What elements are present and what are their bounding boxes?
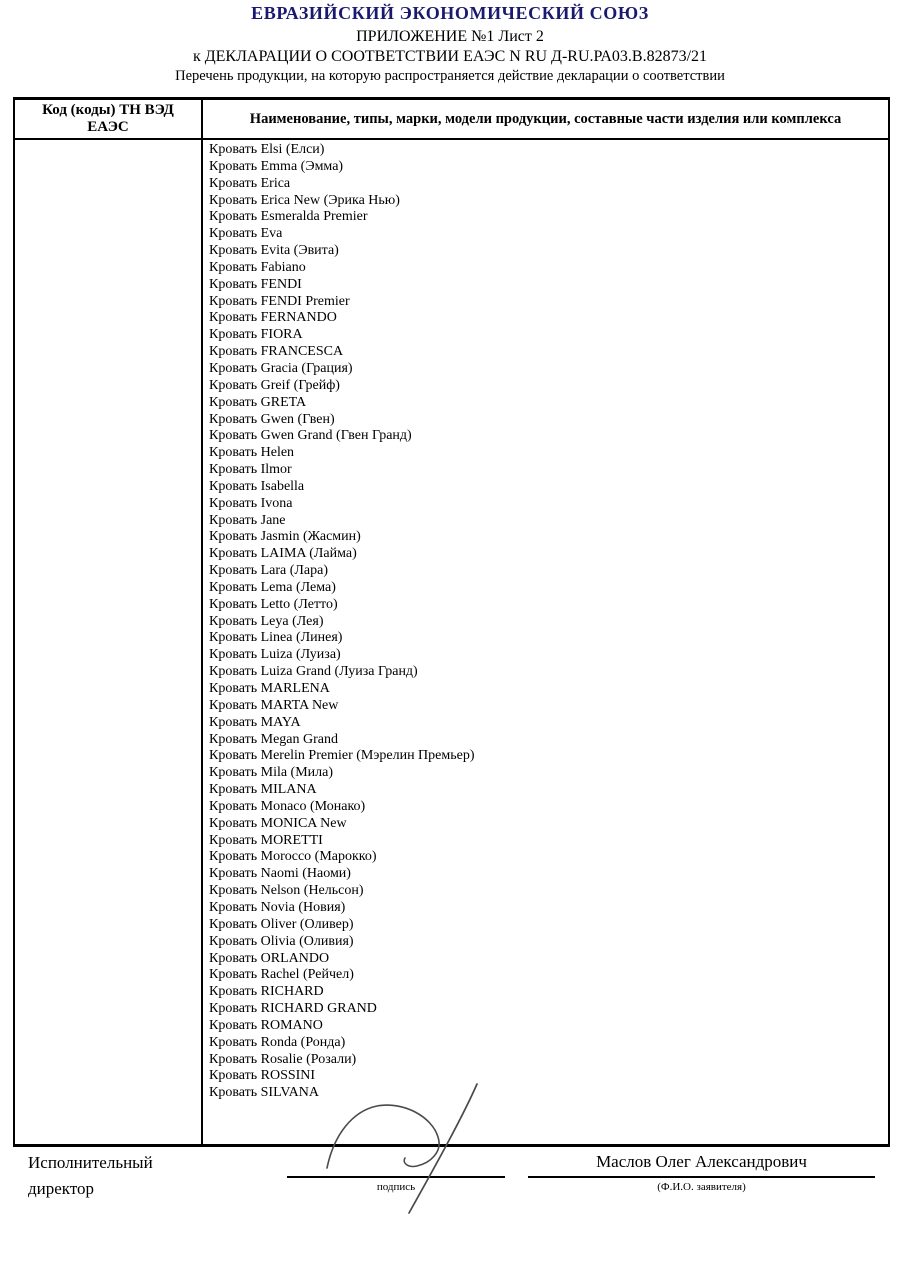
product-line: Кровать MARLENA <box>209 681 330 696</box>
appendix-subtitle: ПРИЛОЖЕНИЕ №1 Лист 2 <box>356 28 544 45</box>
signer-position-line2: директор <box>28 1179 95 1198</box>
product-line: Кровать FIORA <box>209 327 303 343</box>
product-line: Кровать Leya (Лея) <box>209 613 324 629</box>
applicant-name-caption: (Ф.И.О. заявителя) <box>657 1181 746 1193</box>
product-line: Кровать Linea (Линея) <box>209 630 343 646</box>
product-line: Кровать Jasmin (Жасмин) <box>209 529 361 545</box>
product-line: Кровать Gracia (Грация) <box>209 360 353 376</box>
product-line: Кровать Luiza Grand (Луиза Гранд) <box>209 664 418 680</box>
product-line: Кровать Greif (Грейф) <box>209 377 340 393</box>
signer-position-line1: Исполнительный <box>28 1153 153 1172</box>
product-line: Кровать MONICA New <box>209 815 347 831</box>
page-title: ЕВРАЗИЙСКИЙ ЭКОНОМИЧЕСКИЙ СОЮЗ <box>251 3 649 23</box>
product-line: Кровать Nelson (Нельсон) <box>209 883 364 899</box>
product-line: Кровать Luiza (Луиза) <box>209 647 341 663</box>
product-line: Кровать Erica <box>209 175 291 191</box>
product-line: Кровать RICHARD <box>209 984 324 1000</box>
product-line: Кровать Monaco (Монако) <box>209 798 366 814</box>
product-line: Кровать Ivona <box>209 495 293 511</box>
signer-position <box>28 1150 153 1202</box>
product-line: Кровать Oliver (Оливер) <box>209 916 354 932</box>
product-list-subtitle: Перечень продукции, на которую распространяется действие декларации о соответствии <box>175 68 725 84</box>
column-header-tnved-code <box>15 100 203 138</box>
tnved-code-cell <box>15 140 203 1144</box>
product-line: Кровать Lema (Лема) <box>209 579 336 595</box>
product-line: Кровать ROMANO <box>209 1017 323 1033</box>
product-line: Кровать MILANA <box>209 782 317 798</box>
product-line: Кровать Evita (Эвита) <box>209 243 339 259</box>
product-line: Кровать MORETTI <box>209 832 323 848</box>
product-line: Кровать GRETA <box>209 394 307 410</box>
product-list <box>203 140 888 1144</box>
product-line: Кровать Elsi (Елси) <box>209 142 325 157</box>
product-line: Кровать Letto (Летто) <box>209 596 338 612</box>
product-line: Кровать Esmeralda Premier <box>209 209 368 225</box>
product-line: Кровать ORLANDO <box>209 950 330 966</box>
product-line: Кровать Gwen Grand (Гвен Гранд) <box>209 428 412 444</box>
product-line: Кровать Fabiano <box>209 259 306 275</box>
product-line: Кровать Gwen (Гвен) <box>209 411 335 427</box>
product-line: Кровать MARTA New <box>209 697 339 713</box>
applicant-name-underline <box>528 1176 875 1178</box>
product-line: Кровать MAYA <box>209 714 301 730</box>
signature-underline <box>287 1176 505 1178</box>
product-line: Кровать ROSSINI <box>209 1068 316 1084</box>
product-line: Кровать Merelin Premier (Мэрелин Премьер) <box>209 748 475 764</box>
applicant-name: Маслов Олег Александрович <box>596 1152 807 1171</box>
declaration-number-subtitle: к ДЕКЛАРАЦИИ О СООТВЕТСТВИИ ЕАЭС N RU Д-RU.РА03.В.82873/21 <box>192 48 708 65</box>
product-line: Кровать Erica New (Эрика Нью) <box>209 192 400 208</box>
product-line: Кровать Ronda (Ронда) <box>209 1034 346 1050</box>
product-line: Кровать Olivia (Оливия) <box>209 933 354 949</box>
products-table <box>13 97 890 1147</box>
product-line: Кровать Eva <box>209 226 283 242</box>
table-header-row <box>15 100 888 140</box>
product-line: Кровать FRANCESCA <box>209 344 344 360</box>
product-line: Кровать LAIMA (Лайма) <box>209 546 357 562</box>
product-line: Кровать FENDI <box>209 276 302 292</box>
product-line: Кровать Ilmor <box>209 462 292 478</box>
product-line: Кровать FENDI Premier <box>209 293 350 309</box>
product-line: Кровать Rosalie (Розали) <box>209 1051 357 1067</box>
column-header-product-name: Наименование, типы, марки, модели продукции, составные части изделия или комплекса <box>249 110 842 127</box>
table-body-row <box>15 140 888 1144</box>
product-line: Кровать Helen <box>209 445 295 461</box>
product-line: Кровать Megan Grand <box>209 731 338 747</box>
product-line: Кровать Isabella <box>209 478 305 494</box>
signature-caption: подпись <box>376 1181 416 1193</box>
product-line: Кровать Jane <box>209 512 286 528</box>
tnved-header-line2: ЕАЭС <box>87 119 129 135</box>
product-line: Кровать FERNANDO <box>209 310 337 326</box>
product-line: Кровать Mila (Мила) <box>209 765 334 781</box>
product-line: Кровать Naomi (Наоми) <box>209 866 351 882</box>
tnved-header-line1: Код (коды) ТН ВЭД <box>42 102 174 118</box>
product-line: Кровать Lara (Лара) <box>209 563 329 579</box>
product-line: Кровать Rachel (Рейчел) <box>209 967 354 983</box>
product-line: Кровать RICHARD GRAND <box>209 1001 377 1017</box>
product-line: Кровать Emma (Эмма) <box>209 158 344 174</box>
product-line: Кровать Morocco (Марокко) <box>209 849 377 865</box>
product-line: Кровать Novia (Новия) <box>209 899 346 915</box>
product-line: Кровать SILVANA <box>209 1085 319 1101</box>
